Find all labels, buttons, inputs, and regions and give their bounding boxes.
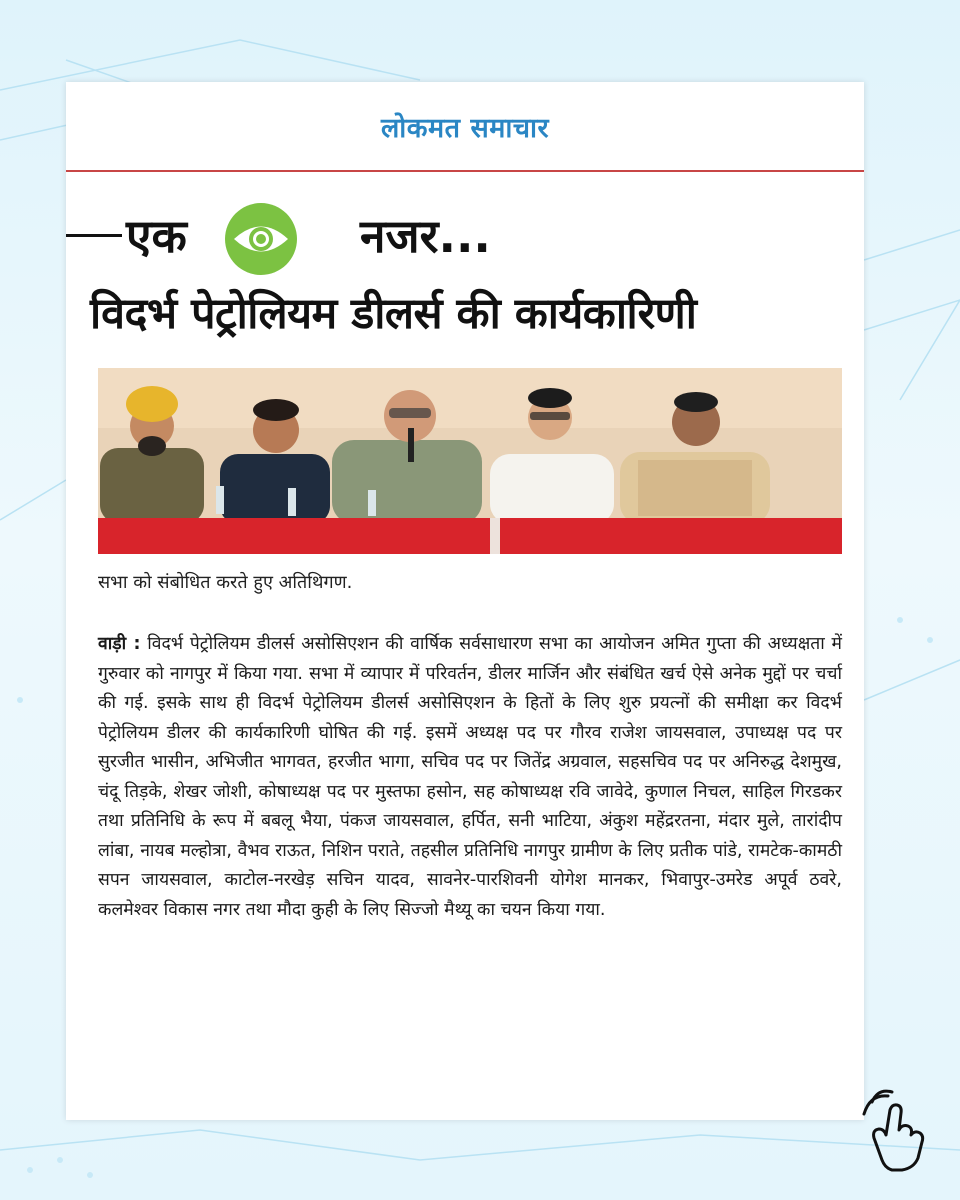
kicker-word-2: नजर... — [360, 209, 491, 263]
kicker-rule — [66, 234, 122, 237]
eye-icon — [224, 202, 298, 276]
hand-pointer-icon — [852, 1080, 936, 1176]
newspaper-masthead: लोकमत समाचार — [380, 113, 550, 144]
article-photo — [98, 368, 842, 554]
newspaper-clipping — [66, 82, 864, 1120]
kicker-word-1: एक — [126, 209, 187, 263]
photo-caption: सभा को संबोधित करते हुए अतिथिगण. — [98, 572, 353, 593]
article-dateline: वाड़ी : — [98, 634, 141, 654]
table-cloth — [98, 518, 842, 554]
section-kicker — [66, 208, 864, 288]
article-body-text: विदर्भ पेट्रोलियम डीलर्स असोसिएशन की वार्षिक सर्वसाधारण सभा का आयोजन अमित गुप्ता की अध्यक्षता में गुरुवार को नागपुर में किया गया. सभा में व्यापार में परिवर्तन, डीलर मार्जिन और संबंधित खर्च ऐसे अनेक मुद्दों पर चर्चा की गई. इसके साथ ही विदर्भ पेट्रोलियम डीलर्स असोसिएशन के हितों के लिए शुरु प्रयत्नों की समीक्षा कर विदर्भ पेट्रोलियम डीलर की कार्यकारिणी घोषित की गई. इसमें अध्यक्ष पद पर गौरव राजेश जायसवाल, उपाध्यक्ष पद पर सुरजीत भासीन, अभिजीत भागवत, हरजीत भागा, सचिव पद पर जितेंद्र अग्रवाल, सहसचिव पद पर अनिरुद्ध देशमुख, चंदू तिड़के, शेखर जोशी, कोषाध्यक्ष पद पर मुस्तफा हसोन, सह कोषाध्यक्ष रवि जावेदे, कुणाल निचल, साहिल गिरडकर तथा प्रतिनिधि के रूप में बबलू भैया, पंकज जायसवाल, हर्पित, सनी भाटिया, अंकुश महेंद्ररतना, मंदार मुले, तारांदीप लांबा, नायब मल्होत्रा, वैभव राऊत, निशिन पराते, तहसील प्रतिनिधि नागपुर ग्रामीण के लिए प्रतीक पांडे, रामटेक-कामठी सपन जायसवाल, काटोल-नरखेड़ सचिन यादव, सावनेर-पारशिवनी योगेश मानकर, भिवापुर-उमरेड अपूर्व ठवरे, कलमेश्वर विकास नगर तथा मौदा कुही के लिए सिज्जो मैथ्यू का चयन किया गया. — [98, 634, 842, 920]
article-body — [98, 630, 842, 925]
masthead-divider — [66, 170, 864, 172]
article-headline: विदर्भ पेट्रोलियम डीलर्स की कार्यकारिणी — [90, 289, 697, 339]
